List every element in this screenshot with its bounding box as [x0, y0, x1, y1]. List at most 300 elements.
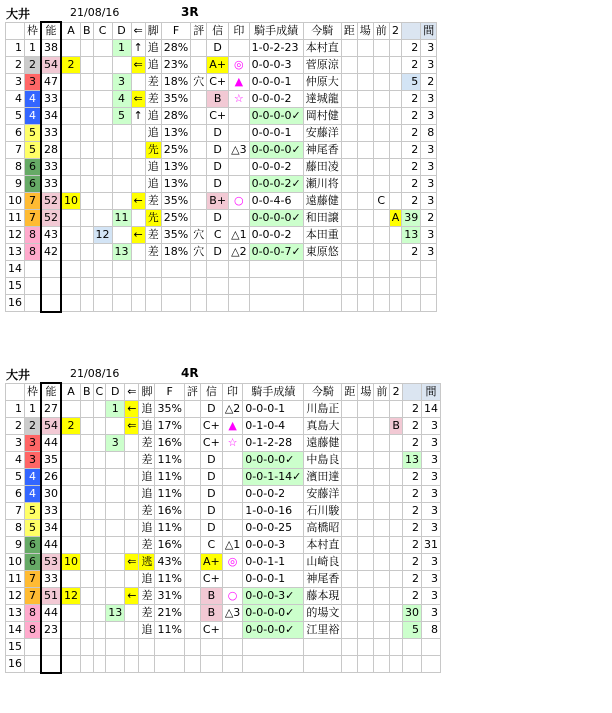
two-cell [389, 159, 402, 176]
waku-cell: 7 [25, 193, 42, 210]
mark-cell: ☆ [229, 91, 249, 108]
shin-cell: D [207, 159, 229, 176]
style-cell: 差 [145, 244, 161, 261]
jockey-record-cell: 0-0-4-6 [249, 193, 303, 210]
f-rate-cell: 11% [155, 452, 184, 469]
shin-cell: B [200, 605, 222, 622]
mark-cell [222, 571, 242, 588]
ability-cell [41, 261, 61, 278]
header-col-b-cell: B [81, 22, 94, 40]
arrow-cell [131, 125, 145, 142]
jockey-name-cell: 神尾香 [304, 571, 342, 588]
table-row [6, 40, 437, 57]
col-b-cell [81, 244, 94, 261]
dist-cell [341, 176, 357, 193]
prev-cell [374, 537, 390, 554]
table-row [6, 639, 441, 656]
f-rate-cell: 21% [155, 605, 184, 622]
prev-cell [374, 554, 390, 571]
interval-2-cell: 3 [421, 469, 440, 486]
col-b-cell [81, 435, 94, 452]
ability-cell: 44 [41, 435, 61, 452]
dist-cell [342, 418, 358, 435]
shin-cell: D [200, 401, 222, 418]
col-d-cell: 1 [112, 40, 131, 57]
course-cell [357, 295, 373, 312]
prev-cell [374, 622, 390, 639]
header-two-cell: 2 [389, 22, 402, 40]
interval-1-cell: 5 [402, 622, 421, 639]
interval-1-cell: 30 [402, 605, 421, 622]
style-cell: 先 [145, 210, 161, 227]
col-c-cell [93, 503, 106, 520]
col-c-cell [93, 605, 106, 622]
two-cell [389, 74, 402, 91]
style-cell: 差 [139, 588, 155, 605]
style-cell: 差 [139, 503, 155, 520]
venue-name: 大井 [6, 368, 31, 382]
col-a-cell [61, 571, 81, 588]
two-cell [390, 537, 403, 554]
header-dist-cell: 距 [341, 22, 357, 40]
table-row [6, 418, 441, 435]
col-a-cell [61, 40, 81, 57]
style-cell: 追 [139, 520, 155, 537]
jockey-name-cell: 的場文 [304, 605, 342, 622]
waku-cell: 7 [25, 588, 42, 605]
interval-2-cell: 3 [421, 554, 440, 571]
ability-cell: 26 [41, 469, 61, 486]
dist-cell [342, 435, 358, 452]
prev-cell [374, 520, 390, 537]
interval-2-cell: 3 [421, 452, 440, 469]
shin-cell [207, 295, 229, 312]
col-d-cell [112, 193, 131, 210]
horse-number: 4 [6, 91, 25, 108]
dist-cell [342, 571, 358, 588]
hyo-cell [191, 295, 207, 312]
course-cell [358, 418, 374, 435]
col-c-cell [93, 469, 106, 486]
jockey-record-cell: 0-0-0-2 [249, 227, 303, 244]
arrow-cell [131, 295, 145, 312]
dist-cell [341, 40, 357, 57]
col-d-cell [112, 278, 131, 295]
f-rate-cell: 35% [155, 401, 184, 418]
horse-number: 15 [6, 278, 25, 295]
ability-cell [41, 278, 61, 295]
col-b-cell [81, 588, 94, 605]
course-cell [358, 401, 374, 418]
col-b-cell [81, 40, 94, 57]
shin-cell: D [200, 452, 222, 469]
mark-cell: △3 [222, 605, 242, 622]
prev-cell [373, 278, 389, 295]
course-cell [358, 486, 374, 503]
arrow-cell: ← [125, 401, 139, 418]
col-d-cell: 13 [112, 244, 131, 261]
interval-1-cell [402, 639, 421, 656]
col-b-cell [81, 142, 94, 159]
header-col-c-cell: C [93, 22, 112, 40]
prev-cell [373, 159, 389, 176]
col-d-cell: 3 [112, 74, 131, 91]
mark-cell: △2 [222, 401, 242, 418]
col-b-cell [81, 74, 94, 91]
col-c-cell [93, 159, 112, 176]
header-col-a-cell: A [61, 383, 81, 401]
dist-cell [341, 244, 357, 261]
jockey-record-cell: 0-0-0-1 [249, 74, 303, 91]
ability-cell: 43 [41, 227, 61, 244]
prev-cell [374, 452, 390, 469]
interval-2-cell: 3 [421, 40, 437, 57]
arrow-cell [131, 176, 145, 193]
prev-cell [373, 261, 389, 278]
jockey-name-cell: 瀬川将 [303, 176, 341, 193]
interval-1-cell: 39 [402, 210, 421, 227]
style-cell: 差 [139, 452, 155, 469]
mark-cell: △1 [222, 537, 242, 554]
waku-cell: 8 [25, 227, 42, 244]
col-b-cell [81, 125, 94, 142]
header-waku-cell: 枠 [25, 383, 42, 401]
interval-2-cell: 3 [421, 503, 440, 520]
col-b-cell [81, 639, 94, 656]
dist-cell [341, 193, 357, 210]
col-d-cell [112, 295, 131, 312]
course-cell [358, 605, 374, 622]
horse-number: 15 [6, 639, 25, 656]
col-c-cell [93, 176, 112, 193]
dist-cell [341, 125, 357, 142]
interval-2-cell: 3 [421, 588, 440, 605]
col-c-cell [93, 418, 106, 435]
col-a-cell [61, 537, 81, 554]
dist-cell [341, 159, 357, 176]
dist-cell [341, 227, 357, 244]
dist-cell [341, 108, 357, 125]
ability-cell: 33 [41, 503, 61, 520]
table-row [6, 91, 437, 108]
horse-number: 2 [6, 418, 25, 435]
interval-1-cell: 2 [402, 537, 421, 554]
style-cell: 差 [145, 227, 161, 244]
style-cell: 差 [139, 605, 155, 622]
arrow-cell [125, 622, 139, 639]
shin-cell: D [207, 210, 229, 227]
header-two-cell: 2 [390, 383, 403, 401]
table-row [6, 605, 441, 622]
race-number: 3R [181, 5, 199, 19]
col-c-cell [93, 244, 112, 261]
horse-number: 9 [6, 176, 25, 193]
jockey-name-cell: 川島正 [304, 401, 342, 418]
jockey-name-cell: 山崎良 [304, 554, 342, 571]
style-cell: 追 [139, 401, 155, 418]
course-cell [357, 176, 373, 193]
jockey-name-cell: 石川駿 [304, 503, 342, 520]
horse-number: 5 [6, 469, 25, 486]
jockey-name-cell: 安藤洋 [304, 486, 342, 503]
prev-cell [373, 91, 389, 108]
col-a-cell [61, 520, 81, 537]
header-interval-1-cell [402, 22, 421, 40]
waku-cell [25, 278, 42, 295]
col-a-cell: 10 [61, 554, 81, 571]
col-c-cell [93, 554, 106, 571]
col-a-cell: 2 [61, 418, 81, 435]
two-cell [390, 554, 403, 571]
col-b-cell [81, 622, 94, 639]
table-row [6, 486, 441, 503]
interval-1-cell: 13 [402, 227, 421, 244]
col-c-cell [93, 639, 106, 656]
col-a-cell [61, 278, 81, 295]
style-cell: 差 [145, 74, 161, 91]
arrow-cell [125, 452, 139, 469]
waku-cell: 6 [25, 537, 42, 554]
hyo-cell [191, 261, 207, 278]
jockey-name-cell: 神尾香 [303, 142, 341, 159]
jockey-record-cell: 0-0-0-3 [243, 537, 304, 554]
col-d-cell [106, 469, 125, 486]
col-a-cell [61, 261, 81, 278]
mark-cell [229, 261, 249, 278]
style-cell: 追 [139, 469, 155, 486]
col-b-cell [81, 261, 94, 278]
mark-cell: △1 [229, 227, 249, 244]
ability-cell: 52 [41, 193, 61, 210]
interval-1-cell: 2 [402, 486, 421, 503]
table-row [6, 210, 437, 227]
ability-cell: 54 [41, 57, 61, 74]
jockey-record-cell: 0-0-0-0✓ [249, 210, 303, 227]
waku-cell: 8 [25, 622, 42, 639]
hyo-cell [191, 210, 207, 227]
hyo-cell [184, 554, 200, 571]
two-cell [390, 486, 403, 503]
jockey-record-cell: 0-0-0-3 [249, 57, 303, 74]
mark-cell: ▲ [222, 418, 242, 435]
header-col-d-cell: D [106, 383, 125, 401]
waku-cell: 7 [25, 571, 42, 588]
col-c-cell [93, 537, 106, 554]
entry-table [5, 21, 437, 313]
arrow-cell [125, 503, 139, 520]
two-cell [389, 261, 402, 278]
waku-cell: 1 [25, 401, 42, 418]
header-mark-cell: 印 [222, 383, 242, 401]
col-a-cell [61, 656, 81, 673]
waku-cell: 3 [25, 452, 42, 469]
horse-number: 12 [6, 227, 25, 244]
style-cell: 追 [139, 571, 155, 588]
style-cell: 追 [145, 108, 161, 125]
dist-cell [341, 142, 357, 159]
style-cell: 差 [139, 435, 155, 452]
style-cell: 追 [145, 159, 161, 176]
course-cell [357, 57, 373, 74]
prev-cell [374, 469, 390, 486]
col-a-cell: 10 [61, 193, 81, 210]
interval-2-cell: 3 [421, 605, 440, 622]
jockey-record-cell: 1-0-2-23 [249, 40, 303, 57]
col-d-cell [112, 57, 131, 74]
jockey-name-cell: 藤田凌 [303, 159, 341, 176]
prev-cell [373, 227, 389, 244]
col-b-cell [81, 91, 94, 108]
shin-cell [207, 278, 229, 295]
header-hyo-cell: 評 [184, 383, 200, 401]
header-shin-cell: 信 [200, 383, 222, 401]
f-rate-cell: 18% [161, 74, 190, 91]
col-b-cell [81, 656, 94, 673]
table-row [6, 401, 441, 418]
shin-cell [200, 639, 222, 656]
course-cell [358, 622, 374, 639]
jockey-name-cell: 本村直 [304, 537, 342, 554]
hyo-cell [184, 486, 200, 503]
interval-1-cell: 2 [402, 193, 421, 210]
header-arrow-cell: ⇐ [125, 383, 139, 401]
horse-number: 7 [6, 503, 25, 520]
horse-number: 11 [6, 571, 25, 588]
arrow-cell: ⇐ [125, 418, 139, 435]
interval-1-cell: 2 [402, 401, 421, 418]
col-c-cell [93, 74, 112, 91]
hyo-cell [184, 520, 200, 537]
interval-2-cell: 3 [421, 176, 437, 193]
prev-cell [374, 656, 390, 673]
col-a-cell [61, 452, 81, 469]
table-row [6, 57, 437, 74]
prev-cell [373, 108, 389, 125]
col-a-cell [61, 210, 81, 227]
interval-2-cell: 31 [421, 537, 440, 554]
prev-cell: C [373, 193, 389, 210]
horse-number: 12 [6, 588, 25, 605]
shin-cell: D [207, 176, 229, 193]
course-cell [358, 588, 374, 605]
header-jockey-record-cell: 騎手成績 [249, 22, 303, 40]
col-d-cell [112, 176, 131, 193]
course-cell [358, 452, 374, 469]
jockey-name-cell: 達城龍 [303, 91, 341, 108]
col-b-cell [81, 193, 94, 210]
dist-cell [341, 57, 357, 74]
course-cell [357, 210, 373, 227]
jockey-record-cell: 0-0-0-2 [249, 159, 303, 176]
mark-cell [222, 486, 242, 503]
col-c-cell [93, 401, 106, 418]
col-d-cell [106, 571, 125, 588]
shin-cell: B [200, 588, 222, 605]
col-d-cell [106, 639, 125, 656]
col-c-cell [93, 435, 106, 452]
interval-1-cell: 2 [402, 503, 421, 520]
two-cell [390, 656, 403, 673]
interval-1-cell: 2 [402, 91, 421, 108]
col-b-cell [81, 295, 94, 312]
style-cell [145, 261, 161, 278]
two-cell [389, 91, 402, 108]
dist-cell [341, 74, 357, 91]
dist-cell [342, 486, 358, 503]
mark-cell [229, 210, 249, 227]
dist-cell [342, 639, 358, 656]
interval-1-cell: 2 [402, 108, 421, 125]
interval-2-cell [421, 295, 437, 312]
prev-cell [374, 571, 390, 588]
mark-cell: ○ [229, 193, 249, 210]
two-cell [389, 278, 402, 295]
arrow-cell [131, 278, 145, 295]
jockey-name-cell [303, 278, 341, 295]
col-d-cell [106, 554, 125, 571]
arrow-cell: ↑ [131, 108, 145, 125]
dist-cell [342, 503, 358, 520]
arrow-cell: ← [131, 193, 145, 210]
prev-cell [374, 588, 390, 605]
waku-cell: 4 [25, 486, 42, 503]
waku-cell: 5 [25, 125, 42, 142]
interval-2-cell: 2 [421, 74, 437, 91]
col-a-cell [61, 605, 81, 622]
interval-2-cell: 3 [421, 435, 440, 452]
race-date: 21/08/16 [70, 6, 120, 19]
col-a-cell [61, 486, 81, 503]
style-cell [139, 656, 155, 673]
two-cell [390, 469, 403, 486]
waku-cell: 8 [25, 605, 42, 622]
interval-2-cell [421, 639, 440, 656]
header-jockey-name-cell: 今騎 [304, 383, 342, 401]
mark-cell [222, 503, 242, 520]
interval-1-cell: 2 [402, 469, 421, 486]
interval-2-cell: 3 [421, 91, 437, 108]
arrow-cell: ⇐ [131, 57, 145, 74]
mark-cell [229, 108, 249, 125]
jockey-name-cell: 菅原涼 [303, 57, 341, 74]
f-rate-cell [155, 639, 184, 656]
col-d-cell [106, 486, 125, 503]
prev-cell [374, 401, 390, 418]
course-cell [358, 469, 374, 486]
ability-cell: 38 [41, 40, 61, 57]
f-rate-cell: 17% [155, 418, 184, 435]
waku-cell: 6 [25, 159, 42, 176]
jockey-record-cell: 0-1-2-28 [243, 435, 304, 452]
header-horse-number [6, 383, 25, 401]
jockey-name-cell [303, 295, 341, 312]
arrow-cell: ⇐ [131, 91, 145, 108]
hyo-cell [184, 656, 200, 673]
interval-1-cell [402, 295, 421, 312]
col-c-cell [93, 295, 112, 312]
prev-cell [373, 295, 389, 312]
mark-cell: △3 [229, 142, 249, 159]
mark-cell [229, 159, 249, 176]
jockey-record-cell: 0-0-0-1 [243, 571, 304, 588]
jockey-name-cell [304, 656, 342, 673]
col-b-cell [81, 108, 94, 125]
col-a-cell [61, 295, 81, 312]
interval-1-cell: 2 [402, 57, 421, 74]
horse-number: 13 [6, 244, 25, 261]
col-a-cell [61, 74, 81, 91]
mark-cell: ◎ [222, 554, 242, 571]
